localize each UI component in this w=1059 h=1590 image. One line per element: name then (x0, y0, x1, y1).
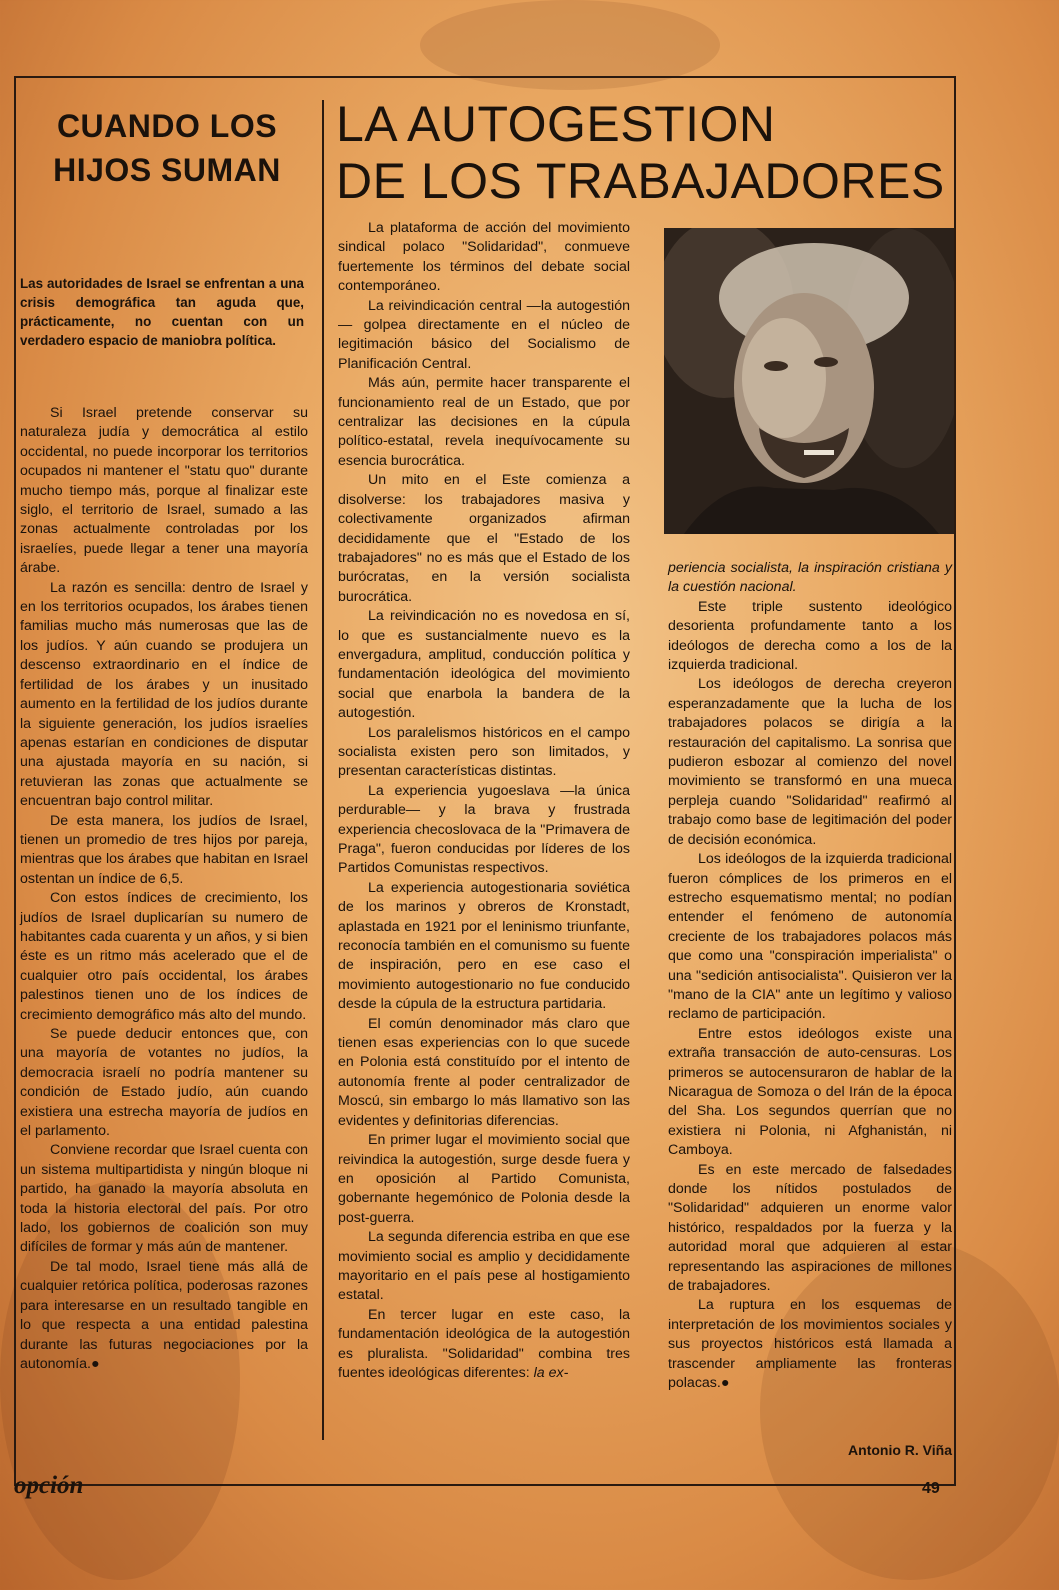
main-paragraph: La experiencia yugoeslava —la única perdurable— y la brava y frustrada experiencia checoslovaca de la "Primavera de Praga", fueron conducidas por líderes de los Partidos Comunistas respectivos. (338, 782, 630, 877)
continued-italic-text: periencia socialista, la inspiración cristiana y la cuestión nacional. (668, 560, 952, 596)
left-paragraph: La razón es sencilla: dentro de Israel y en los territorios ocupados, los árabes tienen familias mucho más numerosas que las de los judíos. Y aún cuando se produjera un descenso extraordinario en el índice de fertilidad de los árabes y un inusitado aumento en la fertilidad de los judíos durante la siguiente generación, los judíos israelíes apenas estarían en condiciones de disputar una ajustada mayoría en su nación, si retuvieran las zonas que actualmente se encuentran bajo control militar. (20, 579, 308, 810)
portrait-image (664, 228, 954, 534)
main-headline-line-1: LA AUTOGESTION (336, 96, 776, 152)
main-paragraph: Es en este mercado de falsedades donde los nítidos postulados de "Solidaridad" adquieren un enorme valor histórico, respaldados por la fuerza y la autoridad moral que adquieren al estar representando las aspiraciones de millones de trabajadores. (668, 1161, 952, 1295)
left-paragraph: Si Israel pretende conservar su naturaleza judía y democrática al estilo occidental, no puede incorporar los territorios ocupados ni mantener el "statu quo" durante mucho tiempo más, porque al finalizar este siglo, el territorio de Israel, sumado a las zonas actualmente controladas por los israelíes, puede llegar a tener una mayoría árabe. (20, 405, 308, 577)
main-paragraph: Los ideólogos de la izquierda tradicional fueron cómplices de los primeros en el estrecho esquematismo mental; no podían entender el fenómeno de autonomía creciente de los trabajadores polacos más que como una "conspiración imperialista" o una "sedición antisocialista". Quisieron ver la "mano de la CIA" ante un legítimo y valioso reclamo de participación. (668, 851, 952, 1023)
main-paragraph: La reivindicación central —la autogestión— golpea directamente en el núcleo de legitimación básico del Socialismo de Planificación Central. (338, 297, 630, 372)
continued-italic-text: la ex- (533, 1364, 569, 1381)
main-paragraph: Este triple sustento ideológico desorienta profundamente tanto a los ideólogos de derecha como a los de la izquierda tradicional. (668, 598, 952, 674)
portrait-photo (664, 228, 954, 534)
main-headline (336, 96, 946, 210)
main-paragraph: Más aún, permite hacer transparente el funcionamiento real de un Estado, que por centralizar las decisiones en la cúpula político-estatal, revela inequívocamente su esencia burocrática. (338, 375, 630, 469)
author-signature: Antonio R. Viña (848, 1442, 952, 1458)
page-number: 49 (922, 1480, 940, 1497)
left-lead: Las autoridades de Israel se enfrentan a una crisis demográfica tan aguda que, prácticamente, no cuentan con un verdadero espacio de maniobra política. (20, 276, 304, 348)
left-headline: CUANDO LOS HIJOS SUMAN (53, 108, 281, 188)
main-paragraph: La reivindicación no es novedosa en sí, lo que es sustancialmente nuevo es la envergadura, amplitud, conducción política y fundamentación ideológica del movimiento social que enarbola la bandera de la autogestión. (338, 608, 630, 722)
main-article-middle-column (338, 219, 630, 1383)
column-divider (322, 100, 324, 1440)
magazine-brand: opción (14, 1472, 84, 1499)
main-paragraph: La ruptura en los esquemas de interpretación de los movimientos sociales y sus proyectos históricos está llamada a trascender ampliamente las fronteras polacas.● (668, 1297, 952, 1392)
left-paragraph: Conviene recordar que Israel cuenta con un sistema multipartidista y ningún bloque ni partido, ha ganado la mayoría absoluta en toda la historia electoral del país. Por otro lado, los gobiernos de coalición son muy difíciles de formar y más aún de mantener. (20, 1142, 308, 1256)
main-paragraph: El común denominador más claro que tienen esas experiencias con lo que sucede en Polonia está constituído por el intento de autonomía frente al poder centralizador de Moscú, sin embargo lo más llamativo son las evidentes y definitorias diferencias. (338, 1015, 630, 1129)
main-paragraph (338, 1306, 630, 1384)
main-paragraph: Entre estos ideólogos existe una extraña transacción de auto-censuras. Los primeros se autocensuraron de hablar de la Nicaragua de Somoza o del Irán de la época del Sha. Los segundos querrían que no existiera ni Polonia, ni Afghanistán, ni Camboya. (668, 1025, 952, 1159)
main-paragraph: Los paralelismos históricos en el campo socialista existen pero son limitados, y presentan características distintas. (338, 724, 630, 780)
main-paragraph: La plataforma de acción del movimiento sindical polaco "Solidaridad", conmueve fuertemente los términos del debate social contemporáneo. (338, 220, 630, 295)
main-paragraph: En primer lugar el movimiento social que reivindica la autogestión, surge desde fuera y en oposición al Partido Comunista, gobernante hegemónico de Polonia desde la post-guerra. (338, 1132, 630, 1226)
main-paragraph: La experiencia autogestionaria soviética de los marinos y obreros de Kronstadt, aplastada en 1921 por el leninismo triunfante, reconocía también en el comunismo su fuente de inspiración, pero en ese caso el movimiento autogestionario no fue conducido desde la cúpula de la estructura partidaria. (338, 879, 630, 1013)
main-headline-line-2: DE LOS TRABAJADORES (336, 153, 945, 209)
main-article-right-column (668, 559, 952, 1393)
main-paragraph: Los ideólogos de derecha creyeron esperanzadamente que la lucha de los trabajadores polacos se dirigía a la restauración del capitalismo. La sonrisa que pudieron esbozar al comienzo del novel movimiento se transformó en una mueca perpleja cuando "Solidaridad" reafirmó al trabajo como base de legitimación del poder de decisión económica. (668, 676, 952, 848)
left-article-body (20, 404, 308, 1374)
main-paragraph-text: En tercer lugar en este caso, la fundamentación ideológica de la autogestión es pluralista. "Solidaridad" combina tres fuentes ideológicas diferentes: (338, 1306, 630, 1381)
left-paragraph: Con estos índices de crecimiento, los judíos de Israel duplicarían su numero de habitantes cada cuarenta y un años, y si bien éste es un ritmo más acelerado que el de cualquier otro país occidental, los árabes palestinos tienen uno de los índices de crecimiento demográfico más alto del mundo. (20, 890, 308, 1023)
left-paragraph: Se puede deducir entonces que, con una mayoría de votantes no judíos, la democracia israelí no podría mantener su condición de Estado judío, aún cuando existiera una estrecha mayoría de judíos en el parlamento. (20, 1026, 308, 1140)
left-paragraph: De esta manera, los judíos de Israel, tienen un promedio de tres hijos por pareja, mientras que los árabes que habitan en Israel ostentan un índice de 6,5. (20, 812, 308, 887)
main-paragraph: La segunda diferencia estriba en que ese movimiento social es amplio y decididamente mayoritario en el país pese al hostigamiento estatal. (338, 1229, 630, 1304)
left-paragraph: De tal modo, Israel tiene más allá de cualquier retórica política, poderosas razones para interesarse en un resultado tangible en lo que respecta a una entidad palestina durante las futuras negociaciones por la autonomía.● (20, 1258, 308, 1372)
main-paragraph: Un mito en el Este comienza a disolverse: los trabajadores masiva y colectivamente organizados afirman decididamente que el "Estado de los trabajadores" no es más que el Estado de los burócratas, en la versión socialista burocrática. (338, 472, 630, 605)
